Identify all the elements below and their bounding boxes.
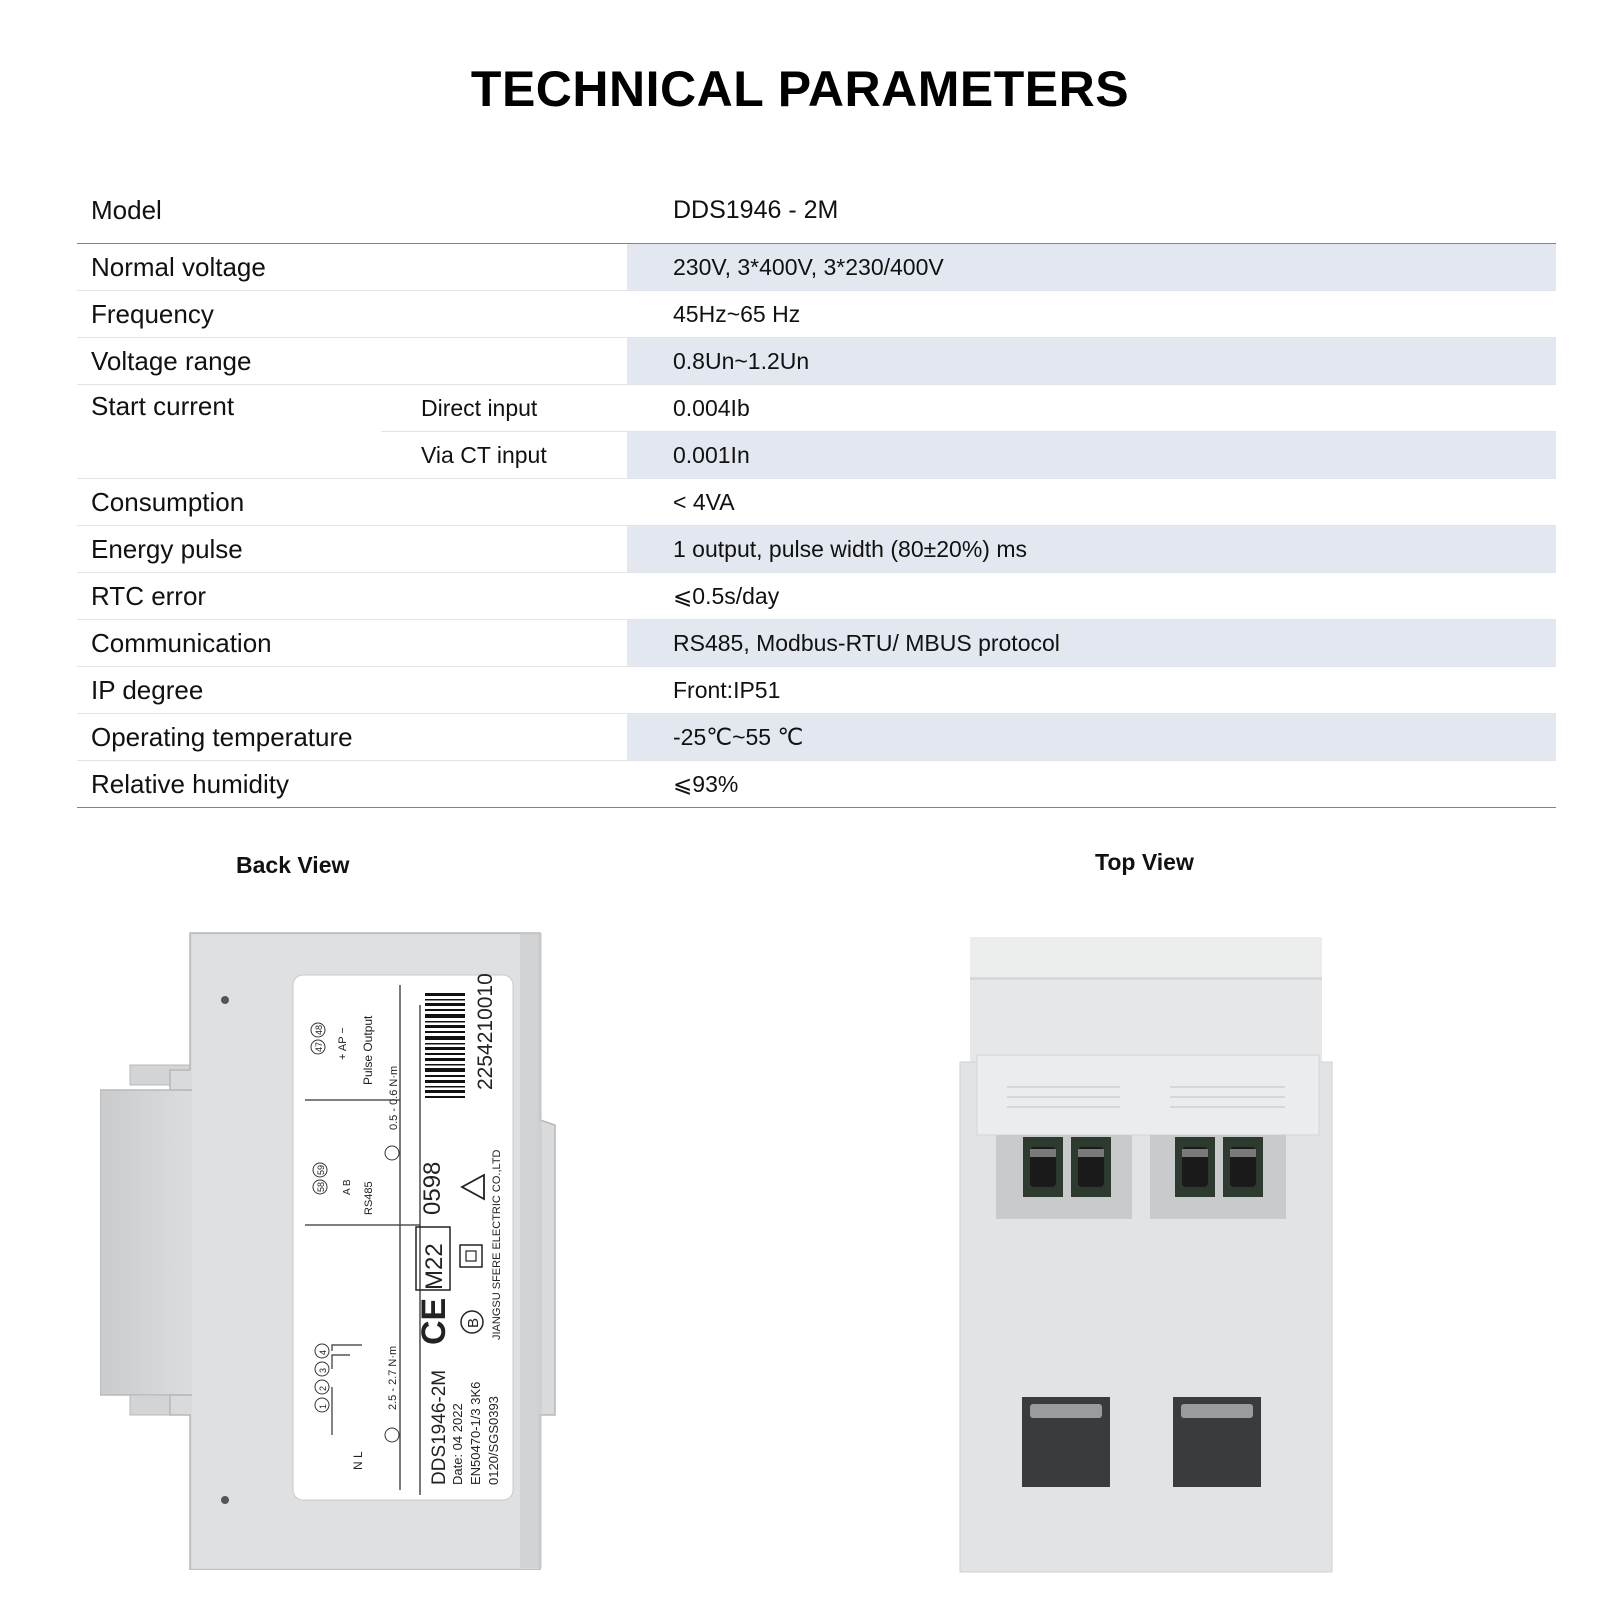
row-value: ⩽93%	[673, 770, 739, 797]
table-row	[77, 761, 1556, 808]
table-row	[77, 338, 1556, 385]
metrology-mark: M22	[421, 1243, 448, 1290]
svg-text:2: 2	[318, 1385, 328, 1391]
lower-terminal-left	[1022, 1397, 1110, 1487]
row-value: < 4VA	[673, 488, 735, 515]
table-row	[77, 432, 1556, 479]
ce-mark: CE	[415, 1297, 453, 1345]
svg-text:47: 47	[314, 1041, 324, 1052]
table-row	[77, 667, 1556, 714]
certificate: 0120/SGS0393	[486, 1396, 501, 1485]
table-row	[77, 526, 1556, 573]
row-label: Energy pulse	[91, 533, 243, 564]
torque-small: 0.5 - 0.6 N·m	[388, 1065, 400, 1130]
row-value: 230V, 3*400V, 3*230/400V	[627, 244, 1556, 290]
table-row	[77, 291, 1556, 338]
row-value: 0.004Ib	[673, 394, 750, 421]
svg-text:59: 59	[316, 1164, 326, 1175]
table-row	[77, 244, 1556, 291]
table-row	[77, 573, 1556, 620]
row-label: Model	[91, 195, 162, 225]
mark-number: 0598	[419, 1161, 446, 1215]
row-sublabel: Direct input	[421, 394, 538, 421]
svg-text:3: 3	[318, 1367, 328, 1373]
row-sublabel: Via CT input	[421, 441, 547, 468]
top-view-label: Top View	[1095, 849, 1194, 875]
row-label: RTC error	[91, 580, 207, 611]
row-value: RS485, Modbus-RTU/ MBUS protocol	[627, 620, 1556, 666]
table-row	[77, 620, 1556, 667]
row-label: Operating temperature	[91, 721, 353, 752]
row-label: IP degree	[91, 674, 204, 705]
top-view-image	[955, 937, 1335, 1577]
rs485-label: RS485	[363, 1181, 375, 1215]
back-view-image	[100, 925, 560, 1570]
manufacturer: JIANGSU SFERE ELECTRIC CO.,LTD	[491, 1149, 503, 1340]
row-value: Front:IP51	[673, 676, 781, 703]
lower-terminal-right	[1173, 1397, 1261, 1487]
table-row	[77, 714, 1556, 761]
standard: EN50470-1/3 3K6	[468, 1381, 483, 1485]
row-value: ⩽0.5s/day	[673, 582, 780, 609]
row-label: Normal voltage	[91, 251, 266, 282]
row-value: DDS1946 - 2M	[673, 196, 839, 224]
parameters-table	[77, 178, 1556, 808]
rs485-terminals: A B	[342, 1179, 353, 1195]
row-label: Frequency	[91, 298, 214, 329]
row-value: -25℃~55 ℃	[627, 714, 1556, 760]
row-value: 0.8Un~1.2Un	[627, 338, 1556, 384]
svg-text:1: 1	[318, 1403, 328, 1409]
pulse-output-label: Pulse Output	[361, 1015, 375, 1085]
svg-text:4: 4	[318, 1349, 328, 1355]
table-row	[77, 385, 1556, 432]
row-label: Voltage range	[91, 345, 252, 376]
svg-text:B: B	[465, 1317, 482, 1328]
back-view-label: Back View	[236, 852, 350, 878]
row-label: Communication	[91, 627, 272, 658]
row-value: 1 output, pulse width (80±20%) ms	[627, 526, 1556, 572]
svg-text:48: 48	[314, 1024, 324, 1035]
page-title: TECHNICAL PARAMETERS	[470, 61, 1130, 117]
serial-number: 2254210010	[474, 973, 497, 1090]
pulse-terminals: + AP −	[337, 1027, 349, 1060]
row-value: 45Hz~65 Hz	[673, 300, 801, 327]
line-labels: N L	[351, 1451, 365, 1470]
row-value: 0.001In	[627, 432, 1556, 478]
device-model: DDS1946-2M	[429, 1369, 450, 1485]
row-label: Consumption	[91, 486, 245, 517]
row-label: Start current	[91, 391, 235, 421]
row-label: Relative humidity	[91, 768, 289, 799]
torque-large: 2.5 - 2.7 N·m	[387, 1345, 399, 1410]
table-row	[77, 479, 1556, 526]
svg-text:58: 58	[316, 1181, 326, 1192]
manufacture-date: Date: 04 2022	[450, 1403, 465, 1485]
table-row-model	[77, 178, 1556, 244]
